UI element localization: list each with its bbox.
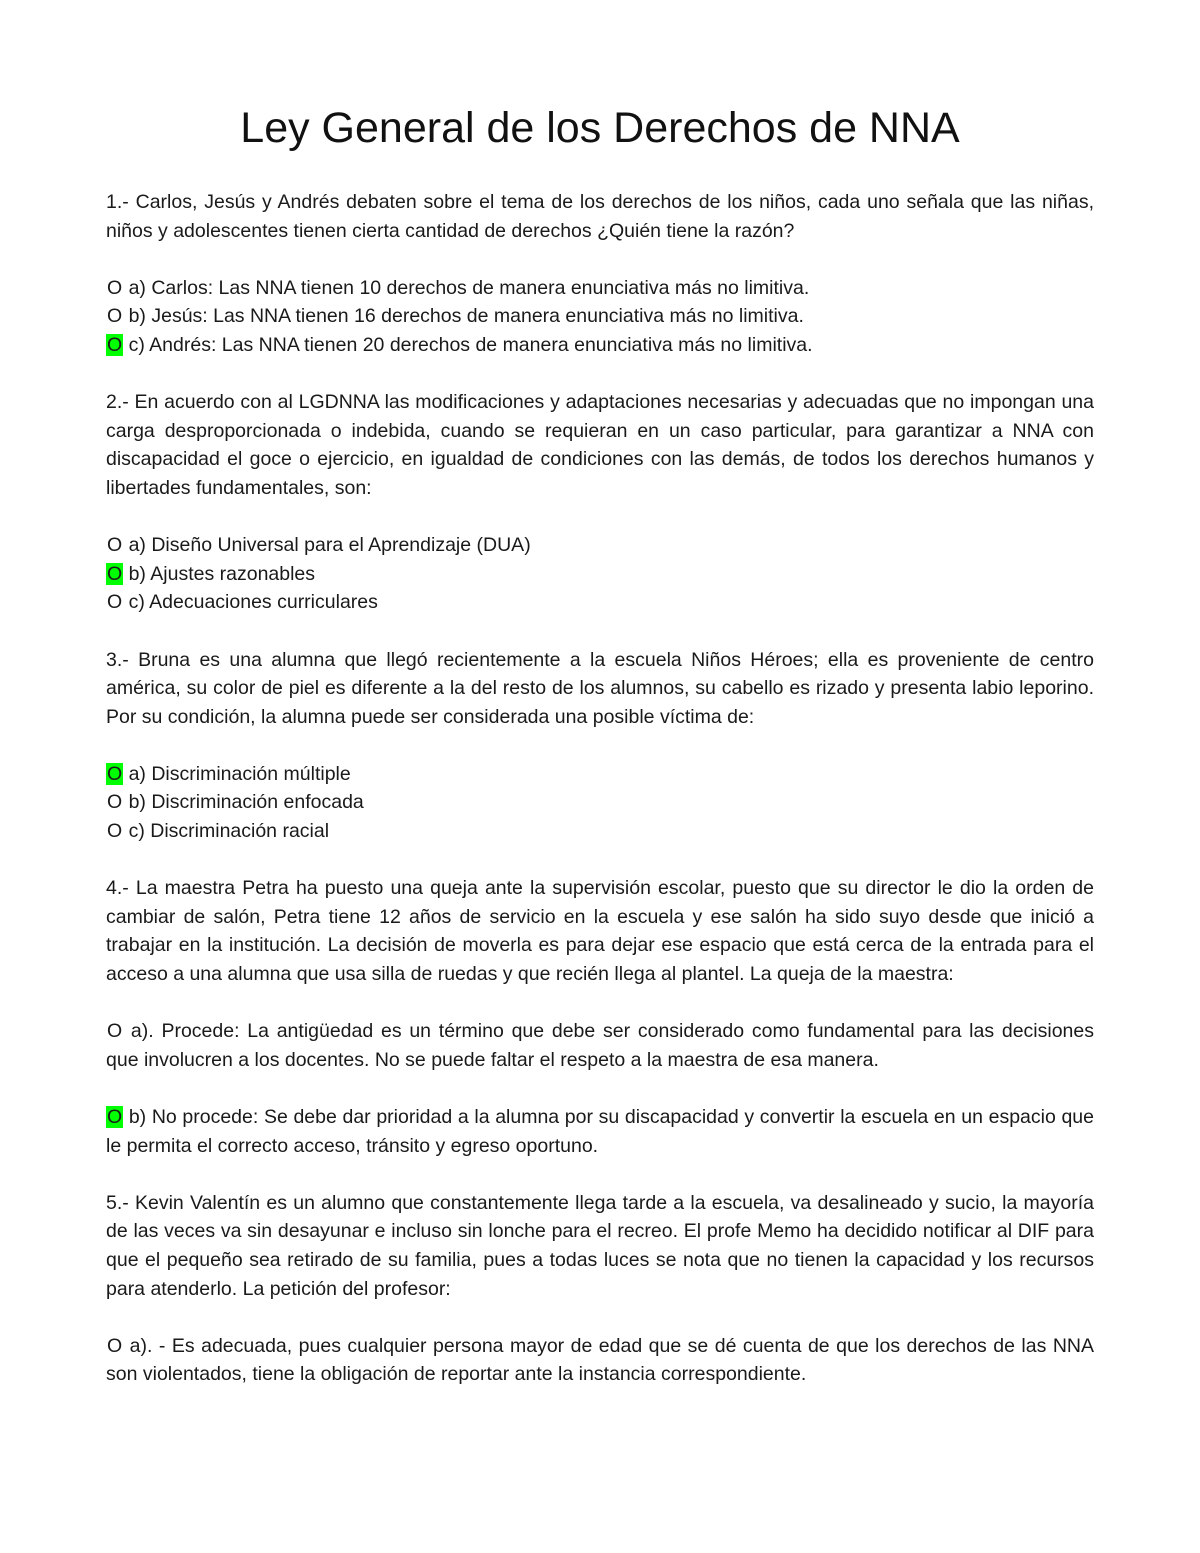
document-title: Ley General de los Derechos de NNA [240,104,960,152]
option-item[interactable] [106,817,1094,846]
option-marker[interactable]: O [107,1020,123,1043]
option-marker[interactable]: O [107,534,123,557]
option-item[interactable] [106,760,1094,789]
question-4-text: 4.- La maestra Petra ha puesto una queja ante la supervisión escolar, puesto que su director le dio la orden de cambiar de salón, Petra tiene 12 años de servicio en la escuela y ese salón ha sido suyo desde que inició a trabajar en la institución. La decisión de moverla es para dejar ese espacio que está cerca de la entrada para el acceso a una alumna que usa silla de ruedas y que recién llega al plantel. La queja de la maestra: [106,877,1094,986]
option-item[interactable] [106,302,1094,331]
option-label: c) Adecuaciones curriculares [123,591,378,614]
option-item[interactable] [106,331,1094,360]
option-marker-selected[interactable]: O [107,1106,123,1128]
option-marker-selected[interactable]: O [107,333,123,356]
option-label: a). Procede: La antigüedad es un término que debe ser considerado como fundamental para las decisiones que involucren a los docentes. No se puede faltar el respeto a la maestra de esa manera. [106,1020,1094,1071]
option-marker[interactable]: O [107,791,123,814]
question-3-text: 3.- Bruna es una alumna que llegó recientemente a la escuela Niños Héroes; ella es proveniente de centro américa, su color de piel es diferente a la del resto de los alumnos, su cabello es rizado y presenta labio leporino. Por su condición, la alumna puede ser considerada una posible víctima de: [106,648,1094,728]
option-label: c) Discriminación racial [123,820,330,843]
option-label: b) Jesús: Las NNA tienen 16 derechos de manera enunciativa más no limitiva. [123,305,804,328]
question-1-text: 1.- Carlos, Jesús y Andrés debaten sobre el tema de los derechos de los niños, cada uno señala que las niñas, niños y adolescentes tienen cierta cantidad de derechos ¿Quién tiene la razón? [106,191,1094,242]
option-marker-selected[interactable]: O [107,762,123,785]
option-label: a) Carlos: Las NNA tienen 10 derechos de manera enunciativa más no limitiva. [123,276,810,299]
option-label: a). - Es adecuada, pues cualquier persona mayor de edad que se dé cuenta de que los derechos de las NNA son violentados, tiene la obligación de reportar ante la instancia correspondiente. [106,1334,1094,1386]
option-item[interactable] [106,1017,1094,1074]
option-marker[interactable]: O [107,276,123,299]
option-item[interactable] [106,588,1094,617]
option-label: a) Diseño Universal para el Aprendizaje (DUA) [123,534,531,557]
option-label: a) Discriminación múltiple [123,762,351,785]
option-marker[interactable]: O [107,305,123,328]
option-item[interactable] [106,274,1094,303]
question-5-text: 5.- Kevin Valentín es un alumno que constantemente llega tarde a la escuela, va desalineado y sucio, la mayoría de las veces va sin desayunar e incluso sin lonche para el recreo. El profe Memo ha decidido notificar al DIF para que el pequeño sea retirado de su familia, pues a todas luces se nota que no tienen la capacidad y los recursos para atenderlo. La petición del profesor: [106,1191,1094,1300]
option-item[interactable] [106,1332,1094,1389]
option-item[interactable] [106,531,1094,560]
question-1-options [106,274,1094,360]
question-3-options [106,760,1094,846]
option-label: b) Discriminación enfocada [123,791,364,814]
option-label: b) No procede: Se debe dar prioridad a la alumna por su discapacidad y convertir la escuela en un espacio que le permita el correcto acceso, tránsito y egreso oportuno. [106,1106,1094,1157]
option-item[interactable] [106,788,1094,817]
question-2-text: 2.- En acuerdo con al LGDNNA las modificaciones y adaptaciones necesarias y adecuadas que no impongan una carga desproporcionada o indebida, cuando se requieran en un caso particular, para garantizar a NNA con discapacidad el goce o ejercicio, en igualdad de condiciones con las demás, de todos los derechos humanos y libertades fundamentales, son: [106,391,1094,499]
question-2-options [106,531,1094,617]
option-item[interactable] [106,560,1094,589]
option-marker[interactable]: O [107,1334,123,1357]
option-marker[interactable]: O [107,591,123,614]
option-marker-selected[interactable]: O [107,562,123,585]
option-item[interactable] [106,1103,1094,1160]
option-label: c) Andrés: Las NNA tienen 20 derechos de manera enunciativa más no limitiva. [123,333,813,356]
option-marker[interactable]: O [107,820,123,843]
option-label: b) Ajustes razonables [123,562,316,585]
